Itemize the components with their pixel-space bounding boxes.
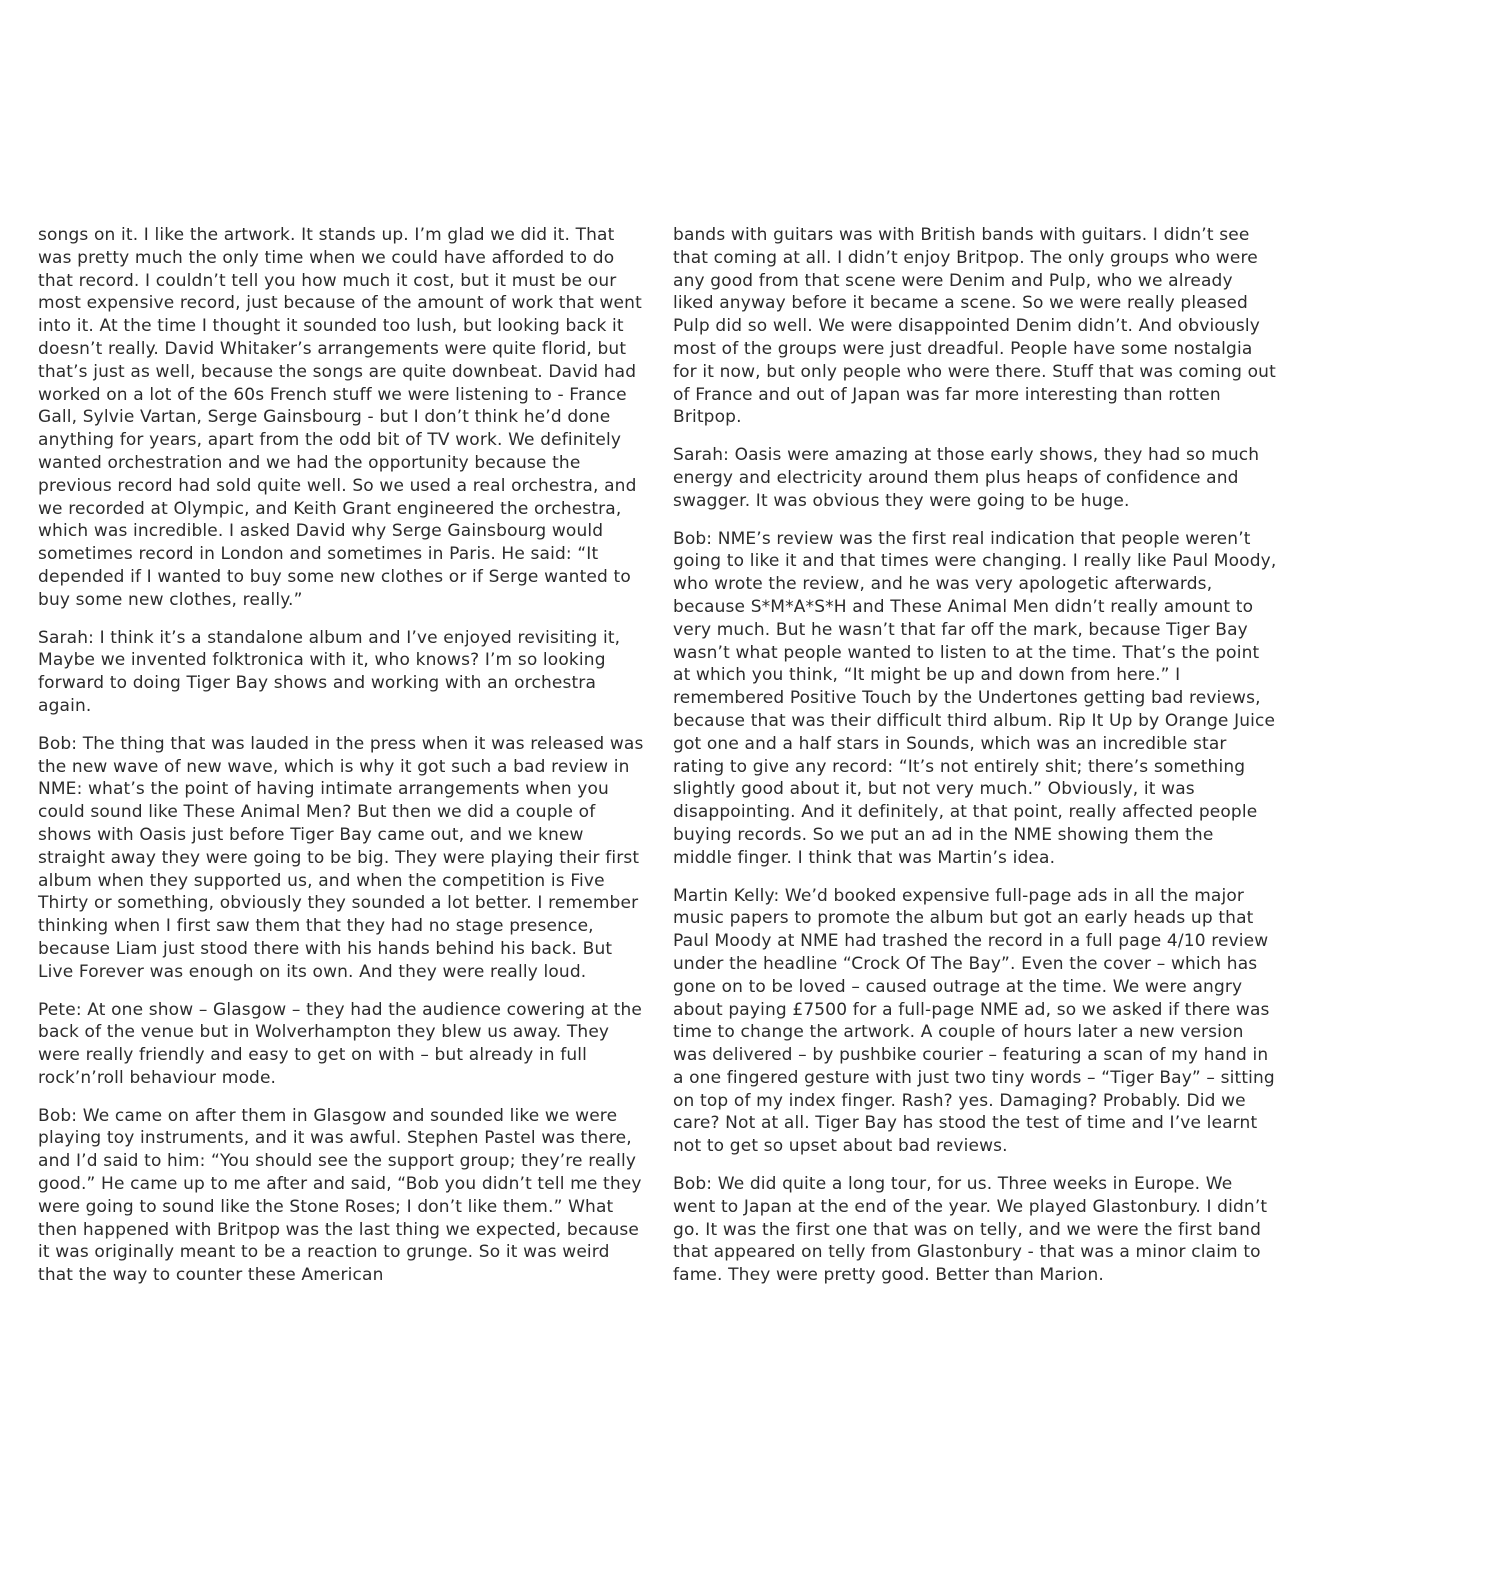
paragraph: Bob: We came on after them in Glasgow and sounded like we were playing toy instruments, and it was awful. Stephen Pastel was there, and I’d said to him: “You should see the support group; they’re really good.” He came up to me after and said, “Bob you didn’t tell me they were going to sound like the Stone Roses; I don’t like them.” What then happened with Britpop was the last thing we expected, because it was originally meant to be a reaction to grunge. So it was weird that the way to counter these American <box>38 1105 642 1286</box>
paragraph: Bob: NME’s review was the first real indication that people weren’t going to like it and that times were changing. I really like Paul Moody, who wrote the review, and he was very apologetic afterwards, because S*M*A*S*H and These Animal Men didn’t really amount to very much. But he wasn’t that far off the mark, because Tiger Bay wasn’t what people wanted to listen to at the time. That’s the point at which you think, “It might be up and down from here.” I remembered Positive Touch by the Undertones getting bad reviews, because that was their difficult third album. Rip It Up by Orange Juice got one and a half stars in Sounds, which was an incredible star rating to give any record: “It’s not entirely shit; there’s something slightly good about it, but not very much.” Obviously, it was disappointing. And it definitely, at that point, really affected people buying records. So we put an ad in the NME showing them the middle finger. I think that was Martin’s idea. <box>673 528 1277 868</box>
paragraph: bands with guitars was with British bands with guitars. I didn’t see that coming at all. I didn’t enjoy Britpop. The only groups who were any good from that scene were Denim and Pulp, who we already liked anyway before it became a scene. So we were really pleased Pulp did so well. We were disappointed Denim didn’t. And obviously most of the groups were just dreadful. People have some nostalgia for it now, but only people who were there. Stuff that was coming out of France and out of Japan was far more interesting than rotten Britpop. <box>673 225 1276 428</box>
right-column <box>673 224 1277 1302</box>
paragraph: Bob: We did quite a long tour, for us. Three weeks in Europe. We went to Japan at the end of the year. We played Glastonbury. I didn’t go. It was the first one that was on telly, and we were the first band that appeared on telly from Glastonbury - that was a minor claim to fame. They were pretty good. Better than Marion. <box>673 1174 1268 1286</box>
left-column <box>38 224 650 1302</box>
paragraph: Pete: At one show – Glasgow – they had the audience cowering at the back of the venue but in Wolverhampton they blew us away. They were really friendly and easy to get on with – but already in full rock’n’roll behaviour mode. <box>38 999 643 1088</box>
paragraph: Bob: The thing that was lauded in the press when it was released was the new wave of new wave, which is why it got such a bad review in NME: what’s the point of having intimate arrangements when you could sound like These Animal Men? But then we did a couple of shows with Oasis just before Tiger Bay came out, and we knew straight away they were going to be big. They were playing their first album when they supported us, and when the competition is Five Thirty or something, obviously they sounded a lot better. I remember thinking when I first saw them that they had no stage presence, because Liam just stood there with his hands behind his back. But Live Forever was enough on its own. And they were really loud. <box>38 733 644 982</box>
paragraph: songs on it. I like the artwork. It stands up. I’m glad we did it. That was pretty much the only time when we could have afforded to do that record. I couldn’t tell you how much it cost, but it must be our most expensive record, just because of the amount of work that went into it. At the time I thought it sounded too lush, but looking back it doesn’t really. David Whitaker’s arrangements were quite florid, but that’s just as well, because the songs are quite downbeat. David had worked on a lot of the 60s French stuff we were listening to - France Gall, Sylvie Vartan, Serge Gainsbourg - but I don’t think he’d done anything for years, apart from the odd bit of TV work. We definitely wanted orchestration and we had the opportunity because the previous record had sold quite well. So we used a real orchestra, and we recorded at Olympic, and Keith Grant engineered the orchestra, which was incredible. I asked David why Serge Gainsbourg would sometimes record in London and sometimes in Paris. He said: “It depended if I wanted to buy some new clothes or if Serge wanted to buy some new clothes, really.” <box>38 225 642 610</box>
paragraph: Sarah: I think it’s a standalone album and I’ve enjoyed revisiting it, Maybe we invented folktronica with it, who knows? I’m so looking forward to doing Tiger Bay shows and working with an orchestra again. <box>38 627 621 716</box>
paragraph: Sarah: Oasis were amazing at those early shows, they had so much energy and electricity around them plus heaps of confidence and swagger. It was obvious they were going to be huge. <box>673 445 1260 511</box>
paragraph: Martin Kelly: We’d booked expensive full-page ads in all the major music papers to promote the album but got an early heads up that Paul Moody at NME had trashed the record in a full page 4/10 review under the headline “Crock Of The Bay”. Even the cover – which has gone on to be loved – caused outrage at the time. We were angry about paying £7500 for a full-page NME ad, so we asked if there was time to change the artwork. A couple of hours later a new version was delivered – by pushbike courier – featuring a scan of my hand in a one fingered gesture with just two tiny words – “Tiger Bay” – sitting on top of my index finger. Rash? yes. Damaging? Probably. Did we care? Not at all. Tiger Bay has stood the test of time and I’ve learnt not to get so upset about bad reviews. <box>673 885 1275 1157</box>
